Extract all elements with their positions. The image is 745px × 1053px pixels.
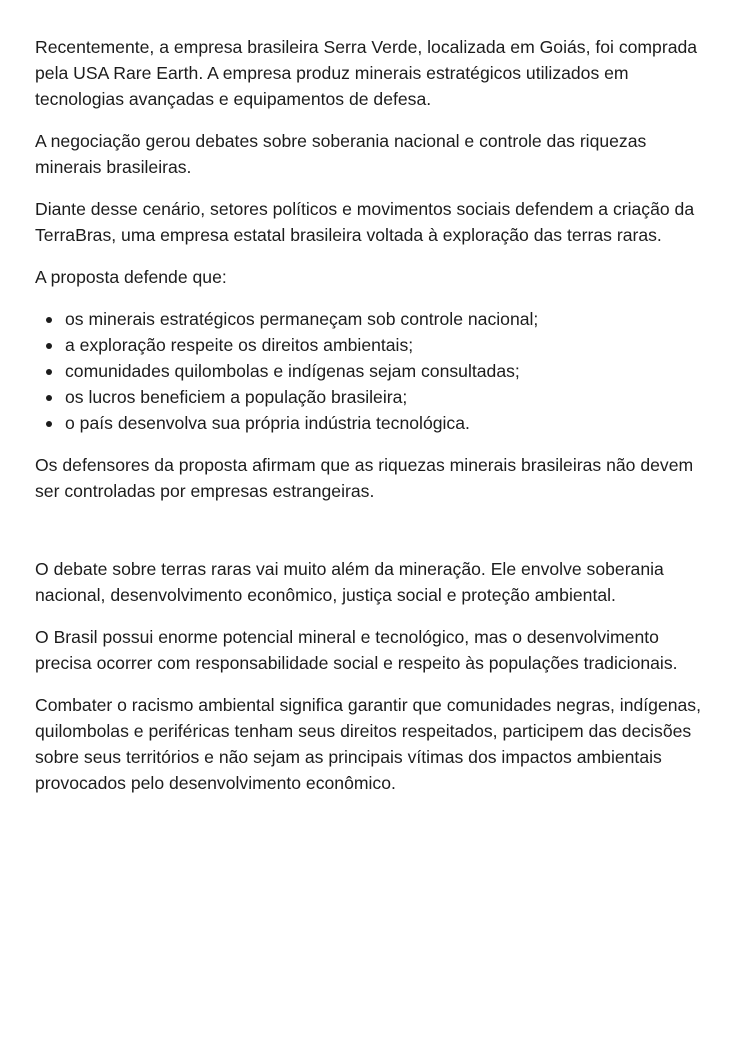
list-item-text: os lucros beneficiem a população brasileira; bbox=[65, 387, 408, 408]
list-item bbox=[35, 306, 715, 332]
list-item-text: o país desenvolva sua própria indústria tecnológica. bbox=[65, 413, 470, 434]
list-item bbox=[35, 410, 715, 436]
list-item-text: a exploração respeite os direitos ambientais; bbox=[65, 334, 414, 355]
bullet-icon bbox=[46, 421, 52, 427]
paragraph-potencial: O Brasil possui enorme potencial mineral e tecnológico, mas o desenvolvimento precisa ocorrer com responsabilidade social e respeito às populações tradicionais. bbox=[35, 626, 678, 674]
bullet-icon bbox=[46, 369, 52, 375]
list-item bbox=[35, 332, 715, 358]
bullet-icon bbox=[46, 343, 52, 349]
list-item bbox=[35, 384, 715, 410]
list-item-text: os minerais estratégicos permaneçam sob controle nacional; bbox=[65, 308, 539, 329]
paragraph-debate: O debate sobre terras raras vai muito além da mineração. Ele envolve soberania nacional, desenvolvimento econômico, justiça social e proteção ambiental. bbox=[35, 559, 664, 606]
paragraph-racismo-ambiental: Combater o racismo ambiental significa garantir que comunidades negras, indígenas, quilombolas e periféricas tenham seus direitos respeitados, participem das decisões sobre seus territórios e não sejam as principais vítimas dos impactos ambientais provocados pelo desenvolvimento econômico. bbox=[35, 694, 701, 794]
paragraph-proposta-intro: A proposta defende que: bbox=[35, 266, 227, 287]
bullet-icon bbox=[46, 395, 52, 401]
document-body bbox=[35, 34, 715, 812]
paragraph-defensores: Os defensores da proposta afirmam que as riquezas minerais brasileiras não devem ser controladas por empresas estrangeiras. bbox=[35, 455, 694, 502]
list-item bbox=[35, 358, 715, 384]
paragraph-serra-verde: Recentemente, a empresa brasileira Serra Verde, localizada em Goiás, foi comprada pela USA Rare Earth. A empresa produz minerais estratégicos utilizados em tecnologias avançadas e equipamentos de defesa. bbox=[35, 37, 698, 110]
paragraph-terrabras: Diante desse cenário, setores políticos e movimentos sociais defendem a criação da TerraBras, uma empresa estatal brasileira voltada à exploração das terras raras. bbox=[35, 199, 695, 246]
bullet-icon bbox=[46, 317, 52, 323]
paragraph-negociacao: A negociação gerou debates sobre soberania nacional e controle das riquezas minerais brasileiras. bbox=[35, 131, 647, 178]
proposal-list bbox=[35, 306, 715, 437]
list-item-text: comunidades quilombolas e indígenas sejam consultadas; bbox=[65, 361, 520, 382]
section-spacer bbox=[35, 520, 715, 556]
